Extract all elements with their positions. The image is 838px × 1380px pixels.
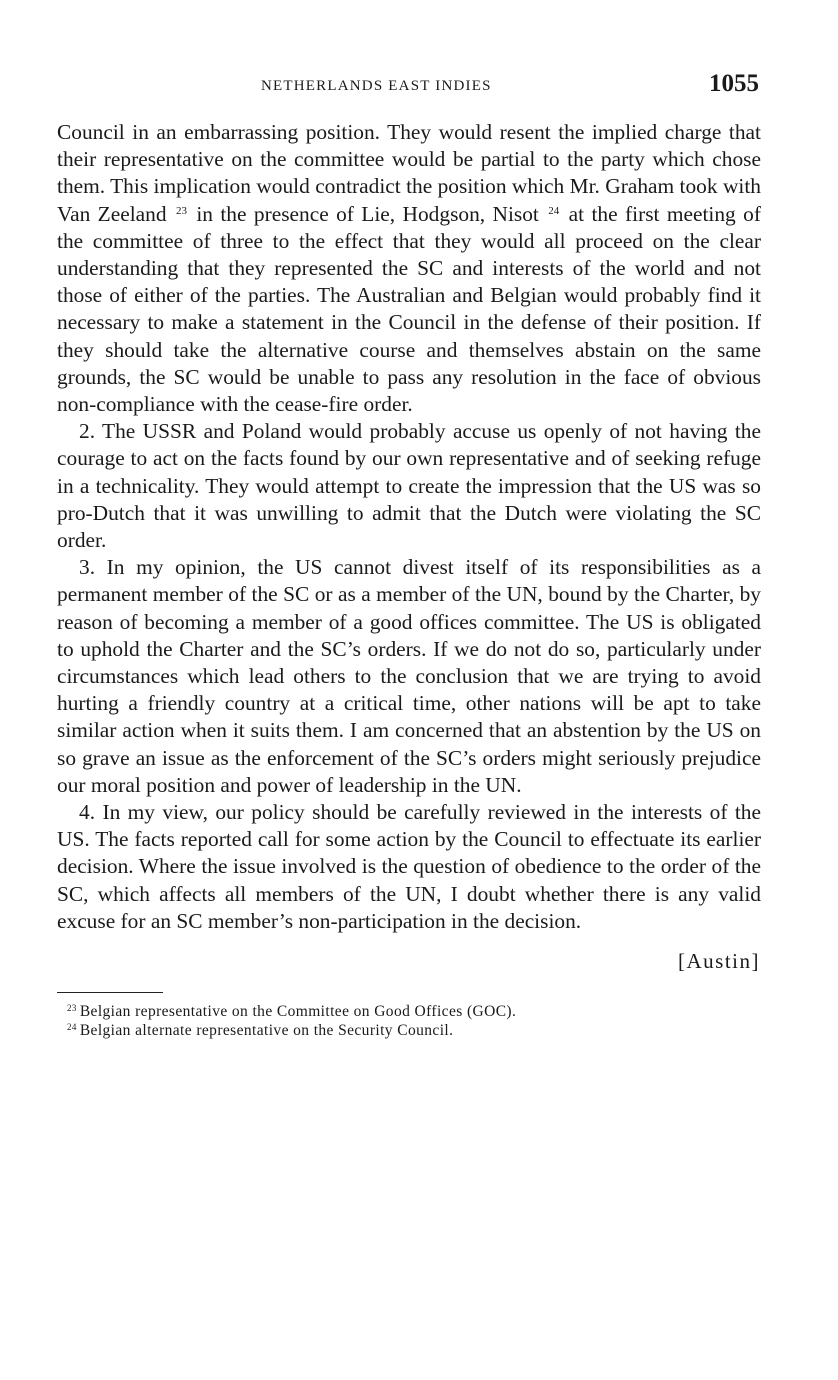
footnote-text: Belgian alternate representative on the Security Council.: [79, 1022, 454, 1040]
footnote-24: [57, 1021, 761, 1040]
paragraph-1: [57, 119, 761, 418]
paragraph-1-part-c: at the first meeting of the committee of three to the effect that they would all proceed on the clear understanding that they represented the SC and interests of the world and not those of either of the parties. The Australian and Belgian would probably find it necessary to make a statement in the Council in the defense of their position. If they should take the alternative course and themselves abstain on the same grounds, the SC would be unable to pass any resolution in the face of obvious non-compliance with the cease-fire order.: [57, 201, 761, 417]
footnote-mark: 24: [67, 1022, 77, 1033]
paragraph-1-part-a: Council in an embarrassing position. They would resent the implied charge that their representative on the committee would be partial to the party which chose them. This implication would contradict the position which Mr. Graham took with Van Zeeland: [57, 120, 761, 226]
footnote-divider: [57, 992, 163, 993]
signature: [Austin]: [678, 949, 760, 974]
running-title: NETHERLANDS EAST INDIES: [261, 78, 492, 94]
paragraph-3: 3. In my opinion, the US cannot divest itself of its responsibilities as a permanent member of the SC or as a member of the UN, bound by the Charter, by reason of becoming a member of a good offices committee. The US is obligated to uphold the Charter and the SC’s orders. If we do not do so, particularly under circumstances which lead others to the conclusion that we are trying to avoid hurting a friendly country at a critical time, other nations will be apt to take similar action when it suits them. I am concerned that an abstention by the US on so grave an issue as the enforcement of the SC’s orders might seriously prejudice our moral position and power of leadership in the UN.: [57, 555, 761, 797]
footnote-ref-23: 23: [175, 204, 187, 217]
paragraph-4: 4. In my view, our policy should be carefully reviewed in the interests of the US. The facts reported call for some action by the Council to effectuate its earlier decision. Where the issue involved is the question of obedience to the order of the SC, which affects all members of the UN, I doubt whether there is any valid excuse for an SC member’s non-participation in the decision.: [57, 800, 761, 933]
footnote-text: Belgian representative on the Committee on Good Offices (GOC).: [79, 1003, 517, 1021]
body-text: [57, 119, 761, 935]
footnote-ref-24: 24: [548, 204, 560, 217]
footnote-mark: 23: [67, 1003, 77, 1014]
running-head: [57, 70, 761, 106]
document-page: [57, 70, 761, 1040]
page-number: 1055: [709, 70, 759, 97]
footnotes: [57, 1002, 761, 1040]
paragraph-1-part-b: in the presence of Lie, Hodgson, Nisot: [196, 201, 539, 226]
paragraph-2: 2. The USSR and Poland would probably accuse us openly of not having the courage to act on the facts found by our own representative and of seeking refuge in a technicality. They would attempt to create the impression that the US was so pro-Dutch that it was unwilling to admit that the Dutch were violating the SC order.: [57, 419, 761, 553]
footnote-23: [57, 1002, 761, 1021]
